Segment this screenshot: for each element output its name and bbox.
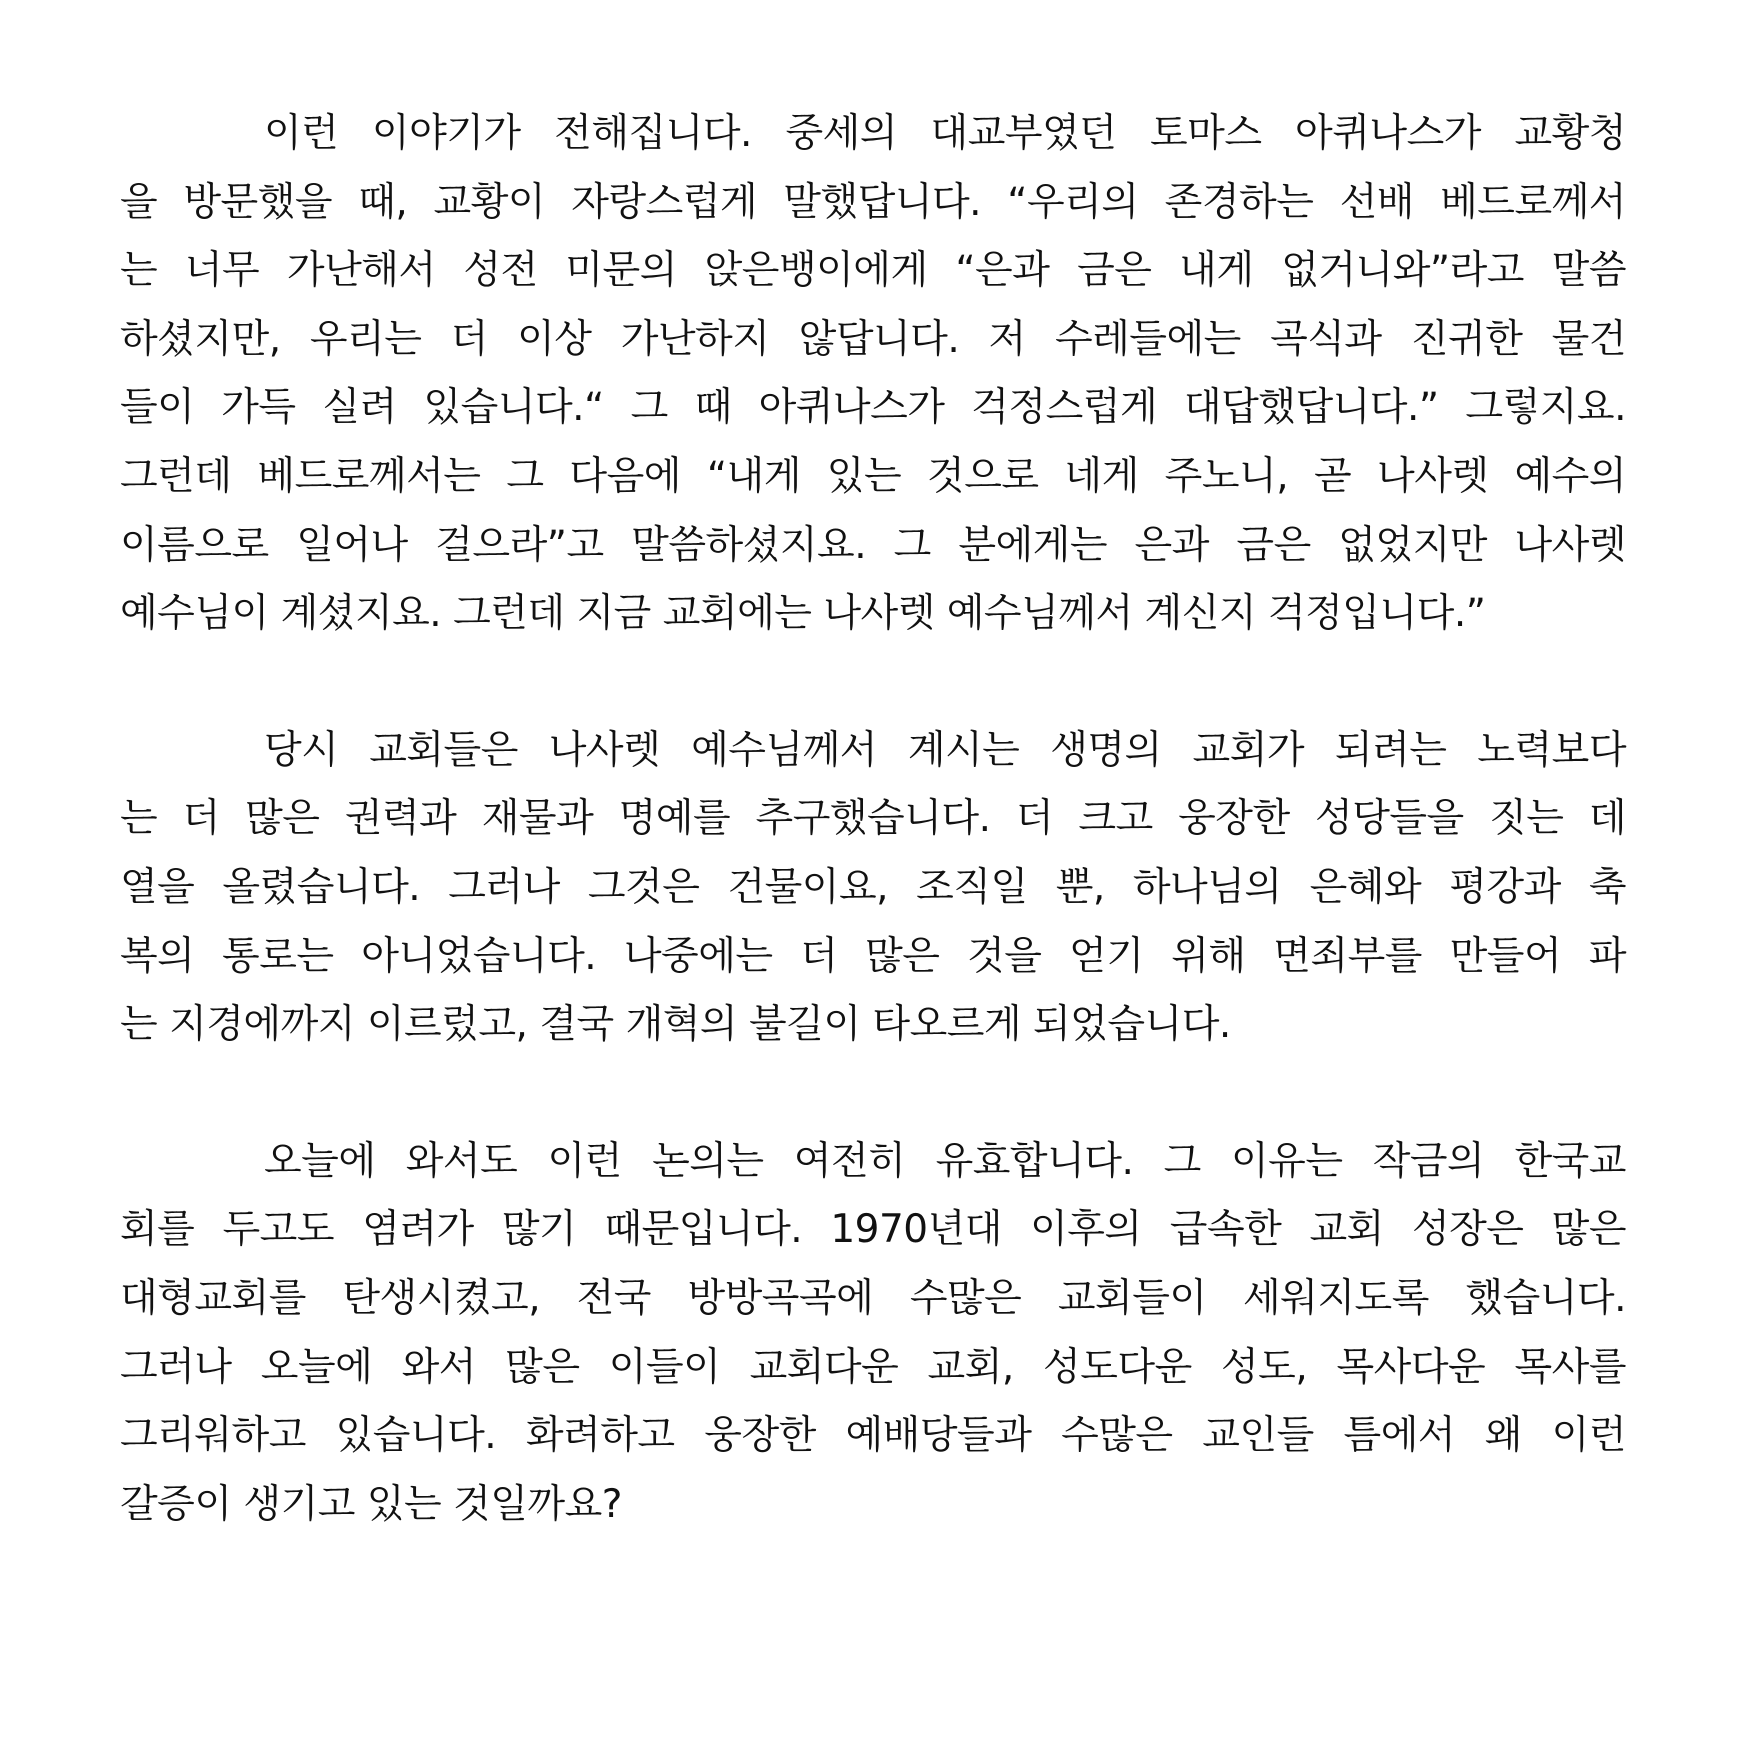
text-line: 회를 두고도 염려가 많기 때문입니다. 1970년대 이후의 급속한 교회 성장은 많은	[120, 1207, 1626, 1253]
text-line: 들이 가득 실려 있습니다.“ 그 때 아퀴나스가 걱정스럽게 대답했답니다.” 그렇지요.	[120, 385, 1626, 431]
text-line: 갈증이 생기고 있는 것일까요?	[120, 1481, 622, 1527]
text-line: 그러나 오늘에 와서 많은 이들이 교회다운 교회, 성도다운 성도, 목사다운 목사를	[120, 1344, 1626, 1390]
paragraph-3	[120, 1128, 1626, 1540]
text-line: 그런데 베드로께서는 그 다음에 “내게 있는 것으로 네게 주노니, 곧 나사렛 예수의	[120, 453, 1626, 499]
text-line: 을 방문했을 때, 교황이 자랑스럽게 말했답니다. “우리의 존경하는 선배 베드로께서	[120, 179, 1626, 225]
text-line: 그리워하고 있습니다. 화려하고 웅장한 예배당들과 수많은 교인들 틈에서 왜 이런	[120, 1413, 1626, 1459]
paragraph-2	[120, 717, 1626, 1060]
text-line: 이런 이야기가 전해집니다. 중세의 대교부였던 토마스 아퀴나스가 교황청	[264, 111, 1626, 156]
text-line: 는 지경에까지 이르렀고, 결국 개혁의 불길이 타오르게 되었습니다.	[120, 1002, 1231, 1048]
text-line: 오늘에 와서도 이런 논의는 여전히 유효합니다. 그 이유는 작금의 한국교	[264, 1138, 1626, 1184]
text-line: 는 너무 가난해서 성전 미문의 앉은뱅이에게 “은과 금은 내게 없거니와”라고 말씀	[120, 248, 1626, 294]
text-line: 복의 통로는 아니었습니다. 나중에는 더 많은 것을 얻기 위해 면죄부를 만들어 파	[120, 933, 1626, 979]
text-line: 열을 올렸습니다. 그러나 그것은 건물이요, 조직일 뿐, 하나님의 은혜와 평강과 축	[120, 864, 1626, 910]
text-line: 당시 교회들은 나사렛 예수님께서 계시는 생명의 교회가 되려는 노력보다	[264, 727, 1626, 773]
text-line: 이름으로 일어나 걸으라”고 말씀하셨지요. 그 분에게는 은과 금은 없었지만 나사렛	[120, 522, 1626, 568]
text-line: 예수님이 계셨지요. 그런데 지금 교회에는 나사렛 예수님께서 계신지 걱정입니다.”	[120, 591, 1486, 637]
paragraph-1	[120, 100, 1626, 649]
document-page	[120, 100, 1626, 1539]
text-line: 하셨지만, 우리는 더 이상 가난하지 않답니다. 저 수레들에는 곡식과 진귀한 물건	[120, 316, 1626, 362]
text-line: 는 더 많은 권력과 재물과 명예를 추구했습니다. 더 크고 웅장한 성당들을 짓는 데	[120, 796, 1626, 842]
text-line: 대형교회를 탄생시켰고, 전국 방방곡곡에 수많은 교회들이 세워지도록 했습니다.	[120, 1275, 1626, 1321]
